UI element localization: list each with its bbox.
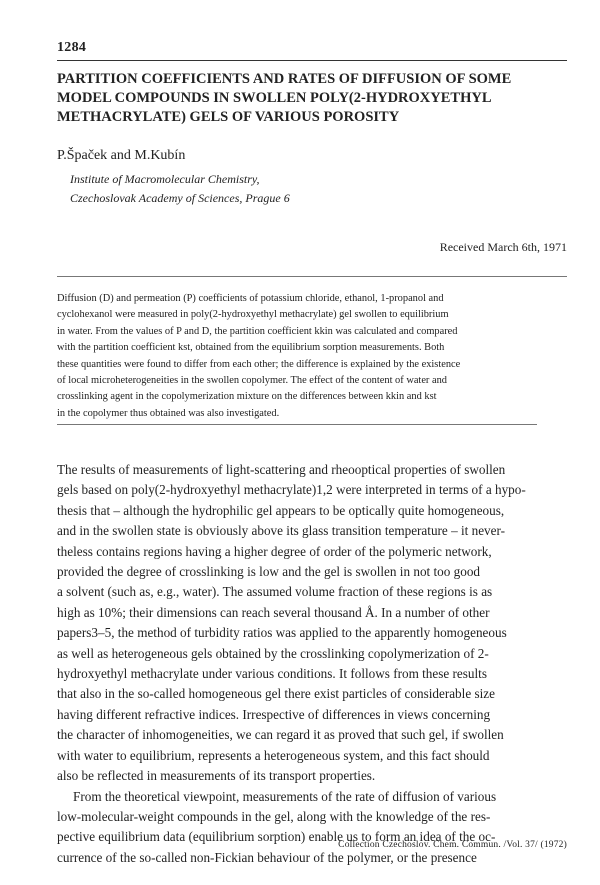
- body-line: provided the degree of crosslinking is low and the gel is swollen in not too good: [57, 564, 481, 580]
- body-line: hydroxyethyl methacrylate under various conditions. It follows from these results: [57, 666, 487, 682]
- received-date: Received March 6th, 1971: [439, 240, 567, 254]
- title-line: METHACRYLATE) GELS OF VARIOUS POROSITY: [57, 109, 400, 125]
- affiliation-line: Czechoslovak Academy of Sciences, Prague 6: [70, 191, 290, 205]
- body-line: The results of measurements of light-scattering and rheooptical properties of swollen: [57, 462, 506, 477]
- abstract-line: in the copolymer thus obtained was also investigated.: [57, 407, 280, 419]
- title-line: MODEL COMPOUNDS IN SWOLLEN POLY(2-HYDROXYETHYL: [57, 90, 492, 106]
- abstract: [57, 291, 567, 422]
- body-line: also be reflected in measurements of its transport properties.: [57, 768, 376, 784]
- abstract-line: cyclohexanol were measured in poly(2-hydroxyethyl methacrylate) gel swollen to equilibrium: [57, 309, 449, 321]
- abstract-line: crosslinking agent in the copolymerization mixture on the differences between kkin and kst: [57, 391, 437, 403]
- affiliation-line: Institute of Macromolecular Chemistry,: [70, 172, 260, 186]
- body-line: high as 10%; their dimensions can reach several thousand Å. In a number of other: [57, 604, 490, 620]
- body-line: low-molecular-weight compounds in the gel, along with the knowledge of the res-: [57, 808, 491, 824]
- affiliation: [70, 170, 290, 208]
- header-rule: [57, 60, 567, 61]
- article-title: [57, 70, 567, 127]
- abstract-line: with the partition coefficient kst, obtained from the equilibrium sorption measurements. Both: [57, 342, 445, 354]
- abstract-line: in water. From the values of P and D, the partition coefficient kkin was calculated and compared: [57, 325, 458, 337]
- body-line: currence of the so-called non-Fickian behaviour of the polymer, or the presence: [57, 849, 477, 865]
- abstract-line: Diffusion (D) and permeation (P) coefficients of potassium chloride, ethanol, 1-propanol and: [57, 293, 444, 304]
- body-line: the character of inhomogeneities, we can regard it as proved that such gel, if swollen: [57, 727, 504, 743]
- authors: P.Špaček and M.Kubín: [57, 148, 186, 163]
- footer-citation: Collection Czechoslov. Chem. Commun. /Vol. 37/ (1972): [338, 840, 567, 850]
- body-line: a solvent (such as, e.g., water). The assumed volume fraction of these regions is as: [57, 584, 493, 600]
- body-line: papers3–5, the method of turbidity ratios was applied to the apparently homogeneous: [57, 625, 507, 641]
- abstract-line: of local microheterogeneities in the swollen copolymer. The effect of the content of water and: [57, 375, 447, 387]
- abstract-rule-top: [57, 276, 567, 277]
- page-number: 1284: [57, 40, 87, 55]
- body-line: having different refractive indices. Irrespective of differences in views concerning: [57, 706, 491, 722]
- body-line: From the theoretical viewpoint, measurements of the rate of diffusion of various: [73, 788, 497, 804]
- abstract-rule-bottom: [57, 424, 537, 425]
- body-text: [57, 460, 567, 868]
- title-line: PARTITION COEFFICIENTS AND RATES OF DIFFUSION OF SOME: [57, 71, 512, 87]
- body-line: as well as heterogeneous gels obtained by the crosslinking copolymerization of 2-: [57, 645, 489, 661]
- body-line: with water to equilibrium, represents a heterogeneous system, and this fact should: [57, 747, 490, 763]
- body-line: pective equilibrium data (equilibrium sorption) enable us to form an idea of the oc-: [57, 829, 496, 845]
- body-line: and in the swollen state is obviously above its glass transition temperature – it never-: [57, 523, 506, 539]
- body-line: thesis that – although the hydrophilic gel appears to be optically quite homogeneous,: [57, 502, 505, 518]
- abstract-line: these quantities were found to differ from each other; the difference is explained by the existence: [57, 358, 461, 370]
- body-line: theless contains regions having a higher degree of order of the polymeric network,: [57, 543, 492, 559]
- body-line: that also in the so-called homogeneous gel there exist particles of considerable size: [57, 686, 495, 702]
- body-line: gels based on poly(2-hydroxyethyl methacrylate)1,2 were interpreted in terms of a hypo-: [57, 482, 526, 498]
